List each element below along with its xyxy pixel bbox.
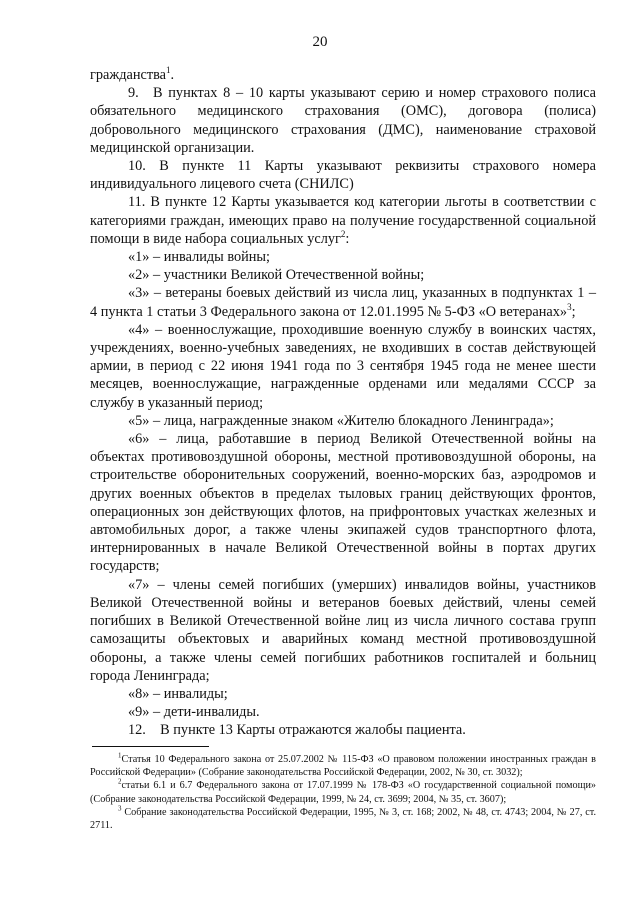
paragraph: 10. В пункте 11 Карты указывают реквизиты страхового номера индивидуального лицевого счета (СНИЛС) bbox=[90, 158, 596, 193]
main-text bbox=[90, 66, 596, 740]
footnote-mark: 2 bbox=[118, 778, 122, 787]
footnote: $^2$статьи 6.1 и 6.7 Федерального закона от 17.07.1999 № 178-ФЗ «О государственной социальной помощи» (Собрание законодательства Российской Федерации, 1999, № 24, ст. 3699; 2004, № 35, ст. 3607); bbox=[90, 778, 596, 805]
footnotes bbox=[90, 753, 596, 832]
footnote: $^1$Статья 10 Федерального закона от 25.07.2002 № 115-ФЗ «О правовом положении иностранных граждан в Российской Федерации» (Собрание законодательства Российской Федерации, 2002, № 30, ст. 3032); bbox=[90, 751, 596, 779]
footnote-mark: 3 bbox=[118, 804, 122, 813]
paragraph: 11. В пункте 12 Карты указывается код категории льготы в соответствии с категориями граждан, имеющих право на получение государственной социальной помощи в виде набора социальных услуг$^2$: bbox=[90, 194, 596, 247]
paragraph: гражданства$^1$. bbox=[90, 65, 175, 83]
footnote-divider bbox=[92, 746, 209, 747]
footnote: $^3$ Собрание законодательства Российской Федерации, 1995, № 3, ст. 168; 2002, № 48, ст. 4743; 2004, № 27, ст. 2711. bbox=[90, 804, 596, 832]
paragraph: 9. В пунктах 8 – 10 карты указывают серию и номер страхового полиса обязательного медицинского страхования (ОМС), договора (полиса) добровольного медицинского страхования (ДМС), наименование страховой медицинской организации. bbox=[90, 85, 596, 156]
footnote-ref: 2 bbox=[340, 229, 346, 240]
list-item: «1» – инвалиды войны; bbox=[128, 249, 270, 266]
footnote-mark: 1 bbox=[118, 751, 122, 760]
list-item: «3» – ветераны боевых действий из числа лиц, указанных в подпунктах 1 – 4 пункта 1 статьи 3 Федерального закона от 12.01.1995 № 5-ФЗ «О ветеранах»$^3$; bbox=[90, 285, 596, 320]
list-item: «4» – военнослужащие, проходившие военную службу в воинских частях, учреждениях, военно-учебных заведениях, не входивших в состав действующей армии, в период с 22 июня 1941 года по 3 сентября 1945 года не менее шести месяцев, военнослужащие, награжденные орденами или медалями СССР за службу в указанный период; bbox=[90, 321, 596, 411]
list-item: «5» – лица, награжденные знаком «Жителю блокадного Ленинграда»; bbox=[128, 412, 554, 429]
list-item: «7» – члены семей погибших (умерших) инвалидов войны, участников Великой Отечественной войны и ветеранов боевых действий, члены семей погибших в Великой Отечественной войне лиц из числа личного состава групп самозащиты объектовых и аварийных команд местной противовоздушной обороны, а также члены семей погибших работников госпиталей и больниц города Ленинграда; bbox=[90, 576, 596, 684]
list-item: «9» – дети-инвалиды. bbox=[128, 704, 260, 721]
list-item: «8» – инвалиды; bbox=[128, 685, 228, 702]
page-number: 20 bbox=[312, 34, 328, 50]
list-item: «6» – лица, работавшие в период Великой Отечественной войны на объектах противовоздушной обороны, местной противовоздушной обороны, на строительстве оборонительных сооружений, военно-морских баз, аэродромов и других военных объектов в пределах тыловых границ действующих фронтов, операционных зон действующих флотов, на прифронтовых участках железных и автомобильных дорог, а также члены экипажей судов транспортного флота, интернированных в начале Великой Отечественной войны в портах других государств; bbox=[90, 431, 596, 575]
paragraph: 12. В пункте 13 Карты отражаются жалобы пациента. bbox=[128, 722, 466, 739]
list-item: «2» – участники Великой Отечественной войны; bbox=[128, 267, 425, 284]
footnote-ref: 3 bbox=[567, 301, 572, 312]
footnote-ref: 1 bbox=[166, 65, 171, 76]
